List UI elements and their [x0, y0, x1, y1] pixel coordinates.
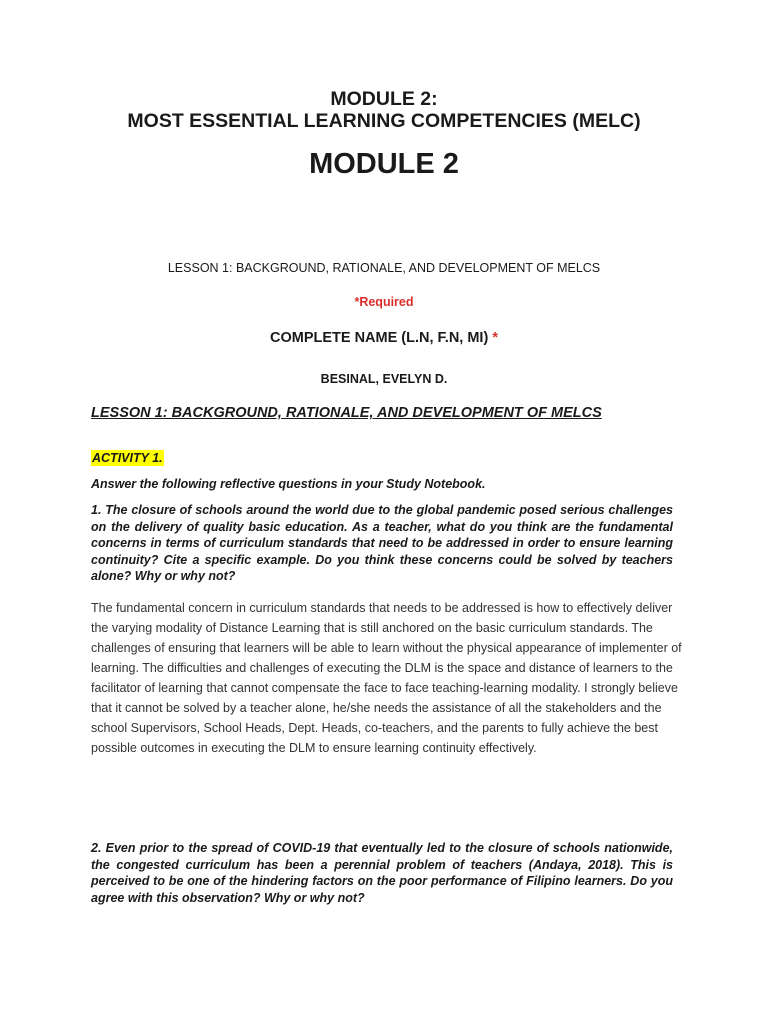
form-lesson-heading: LESSON 1: BACKGROUND, RATIONALE, AND DEVELOPMENT OF MELCS [167, 261, 601, 275]
name-field-value: BESINAL, EVELYN D. [320, 372, 448, 386]
module-number-line: MODULE 2: [330, 88, 438, 110]
lesson-title: LESSON 1: BACKGROUND, RATIONALE, AND DEVELOPMENT OF MELCS [91, 405, 602, 421]
module-subtitle-line: MOST ESSENTIAL LEARNING COMPETENCIES (MELC) [127, 110, 641, 132]
name-field-label [0, 329, 768, 347]
activity-instructions: Answer the following reflective questions in your Study Notebook. [91, 477, 486, 491]
required-note: *Required [354, 295, 414, 309]
question-1: 1. The closure of schools around the world due to the global pandemic posed serious challenges on the delivery of quality basic education. As a teacher, what do you think are the fundamental concerns in terms of curriculum standards that need to be addressed in order to ensure learning continuity? Cite a specific example. Do you think these concerns could be solved by teachers alone? Why or why not? [91, 503, 673, 583]
answer-1: The fundamental concern in curriculum standards that needs to be addressed is how to effectively deliver the varying modality of Distance Learning that is still anchored on the basic curriculum standards. The challenges of ensuring that learners will be able to learn without the physical appearance of implementer of learning. The difficulties and challenges of executing the DLM is the space and distance of learners to the facilitator of learning that cannot compensate the face to face teaching-learning modality. I strongly believe that it cannot be solved by a teacher alone, he/she needs the assistance of all the stakeholders and the school Supervisors, School Heads, Dept. Heads, co-teachers, and the parents to fully achieve the best possible outcomes in executing the DLM to ensure learning continuity effectively. [91, 601, 682, 755]
activity-label: ACTIVITY 1. [92, 451, 163, 465]
module-heading [0, 88, 768, 132]
question-2: 2. Even prior to the spread of COVID-19 that eventually led to the closure of schools nationwide, the congested curriculum has been a perennial problem of teachers (Andaya, 2018). This is perceived to be one of the hindering factors on the poor performance of Filipino learners. Do you agree with this observation? Why or why not? [91, 841, 673, 905]
required-asterisk: * [492, 330, 498, 346]
name-label-text: COMPLETE NAME (L.N, F.N, MI) [270, 330, 489, 346]
module-title-large: MODULE 2 [309, 148, 459, 180]
